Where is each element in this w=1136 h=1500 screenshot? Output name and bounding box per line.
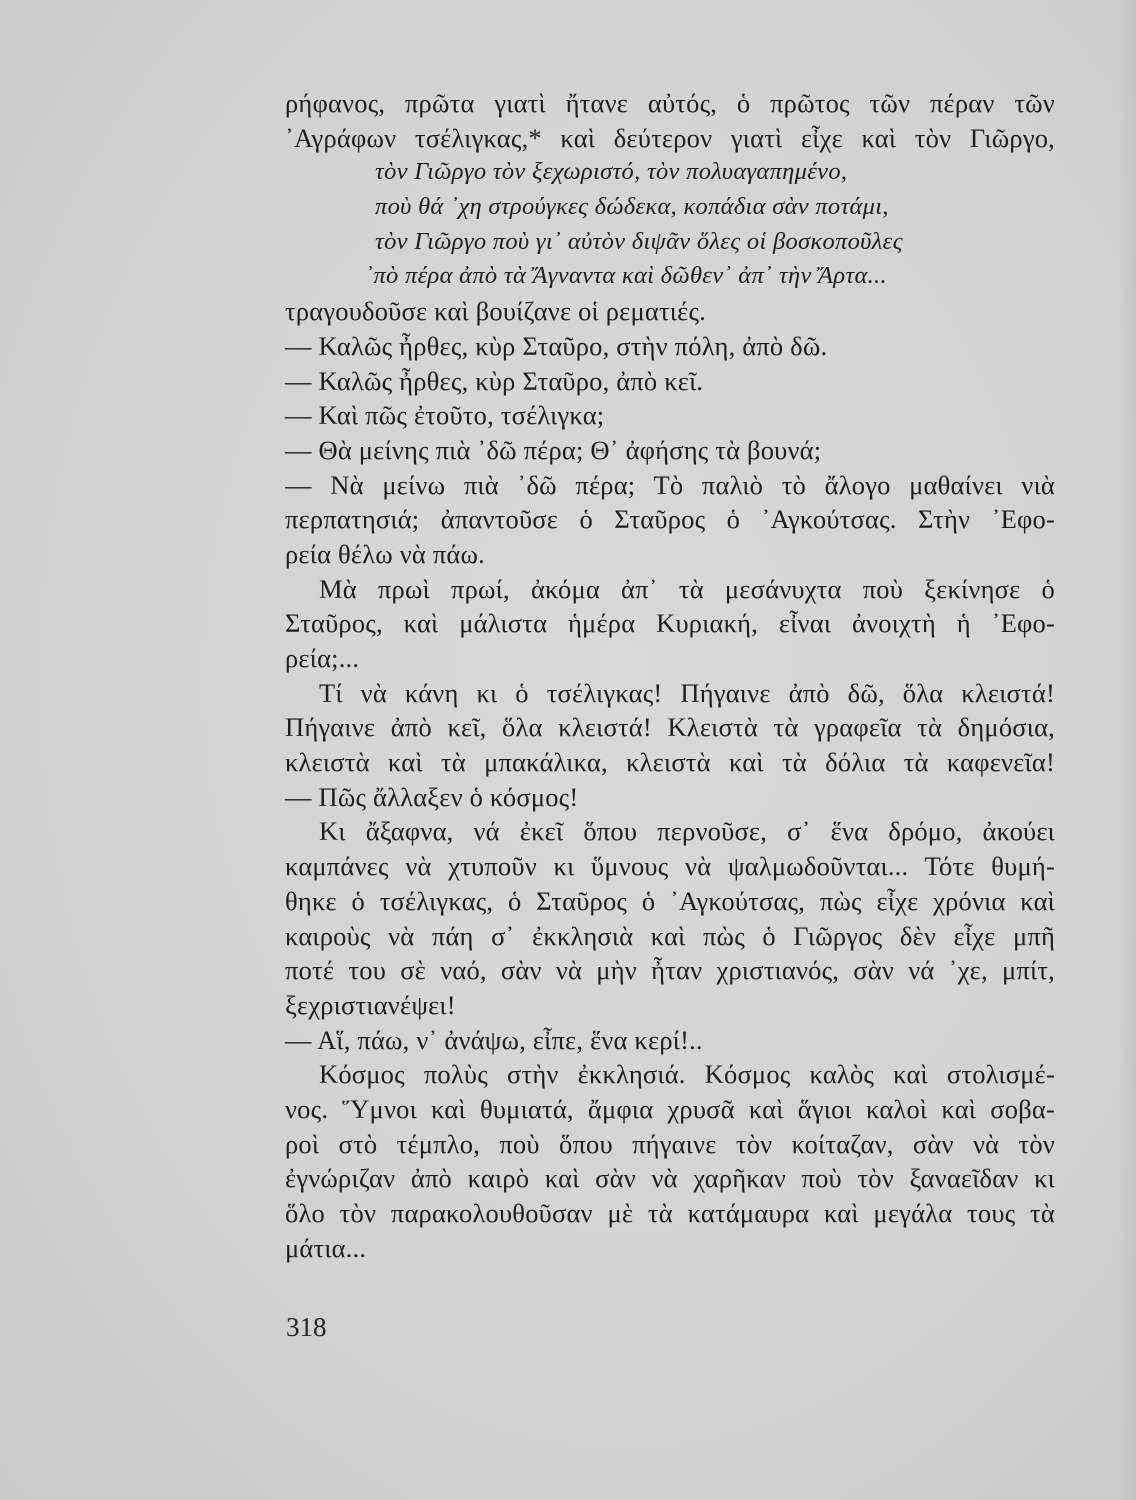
dialogue-line: — Νὰ μείνω πιὰ ᾿δῶ πέρα; Τὸ παλιὸ τὸ ἄλογο μαθαίνει νιὰ [285, 469, 1055, 500]
text-line: θηκε ὁ τσέλιγκας, ὁ Σταῦρος ὁ ᾿Αγκούτσας, πὼς εἶχε χρόνια καὶ [285, 885, 1055, 916]
text-line: ὅλο τὸν παρακολουθοῦσαν μὲ τὰ κατάμαυρα καὶ μεγάλα τους τὰ [285, 1198, 1055, 1228]
text-line: ᾿Αγράφων τσέλιγκας,* καὶ δεύτερον γιατὶ εἶχε καὶ τὸν Γιῶργο, [285, 122, 1055, 153]
text-line: Κόσμος πολὺς στὴν ἐκκλησιά. Κόσμος καλὸς καὶ στολισμέ- [319, 1059, 1055, 1090]
text-line: περπατησιά; ἀπαντοῦσε ὁ Σταῦρος ὁ ᾿Αγκούτσας. Στὴν ᾿Εφο- [285, 504, 1055, 535]
text-line: ρεία;... [285, 643, 360, 673]
text-line: Πήγαινε ἀπὸ κεῖ, ὅλα κλειστά! Κλειστὰ τὰ γραφεῖα τὰ δημόσια, [285, 712, 1055, 743]
verse-line: τὸν Γιῶργο ποὺ γι᾿ αὐτὸν διψᾶν ὅλες οἱ βοσκοποῦλες [375, 227, 903, 255]
verse-line: τὸν Γιῶργο τὸν ξεχωριστό, τὸν πολυαγαπημένο, [375, 158, 848, 186]
text-line: νος. Ὕμνοι καὶ θυμιατά, ἄμφια χρυσᾶ καὶ ἅγιοι καλοὶ καὶ σοβα- [285, 1093, 1055, 1124]
text-line: ρήφανος, πρῶτα γιατὶ ἤτανε αὐτός, ὁ πρῶτος τῶν πέραν τῶν [285, 88, 1055, 118]
text-line: μάτια... [285, 1232, 367, 1263]
text-line: ἐγνώριζαν ἀπὸ καιρὸ καὶ σὰν νὰ χαρῆκαν ποὺ τὸν ξαναεῖδαν κι [285, 1163, 1055, 1194]
dialogue-line: — Θὰ μείνης πιὰ ᾿δῶ πέρα; Θ᾿ ἀφήσης τὰ βουνά; [285, 434, 822, 465]
page-number: 318 [286, 1312, 327, 1342]
text-line: κλειστὰ καὶ τὰ μπακάλικα, κλειστὰ καὶ τὰ δόλια τὰ καφενεῖα! [285, 747, 1055, 778]
text-line: καμπάνες νὰ χτυποῦν κι ὕμνους νὰ ψαλμωδοῦνται... Τότε θυμή- [285, 851, 1055, 882]
dialogue-line: — Καλῶς ἦρθες, κὺρ Σταῦρο, ἀπὸ κεῖ. [285, 365, 704, 396]
text-line: ροὶ στὸ τέμπλο, ποὺ ὅπου πήγαινε τὸν κοίταζαν, σὰν νὰ τὸν [285, 1128, 1055, 1159]
page-edge-shadow [1118, 0, 1136, 1500]
text-line: ξεχριστιανέψει! [285, 989, 456, 1020]
dialogue-line: — Καὶ πῶς ἐτοῦτο, τσέλιγκα; [285, 400, 605, 431]
dialogue-line: — Αἵ, πάω, ν᾿ ἀνάψω, εἶπε, ἕνα κερί!.. [285, 1024, 703, 1055]
text-line: Μὰ πρωὶ πρωί, ἀκόμα ἀπ᾿ τὰ μεσάνυχτα ποὺ ξεκίνησε ὁ [319, 573, 1055, 604]
text-line: καιροὺς νὰ πάη σ᾿ ἐκκλησιὰ καὶ πὼς ὁ Γιῶργος δὲν εἶχε μπῆ [285, 920, 1055, 951]
text-line: τραγουδοῦσε καὶ βουίζανε οἱ ρεματιές. [285, 296, 706, 327]
body-text [285, 86, 1055, 1265]
text-line: Κι ἄξαφνα, νά ἐκεῖ ὅπου περνοῦσε, σ᾿ ἕνα δρόμο, ἀκούει [319, 816, 1055, 847]
text-line: ποτέ του σὲ ναό, σὰν νὰ μὴν ἦταν χριστιανός, σὰν νά ᾿χε, μπίτ, [285, 955, 1055, 986]
text-line: Τί νὰ κάνη κι ὁ τσέλιγκας! Πήγαινε ἀπὸ δῶ, ὅλα κλειστά! [319, 677, 1055, 708]
verse-line: ποὺ θά ᾿χη στρούγκες δώδεκα, κοπάδια σὰν ποτάμι, [375, 193, 889, 221]
verse-line: ᾿πὸ πέρα ἀπὸ τὰ Ἄγναντα καὶ δῶθεν᾿ ἀπ᾿ τὴν Ἄρτα... [365, 262, 887, 290]
dialogue-line: — Καλῶς ἦρθες, κὺρ Σταῦρο, στὴν πόλη, ἀπὸ δῶ. [285, 330, 828, 361]
text-line: ρεία θέλω νὰ πάω. [285, 538, 485, 569]
text-line: Σταῦρος, καὶ μάλιστα ἡμέρα Κυριακή, εἶναι ἀνοιχτὴ ἡ ᾿Εφο- [285, 608, 1055, 639]
dialogue-line: — Πῶς ἄλλαξεν ὁ κόσμος! [285, 781, 579, 812]
